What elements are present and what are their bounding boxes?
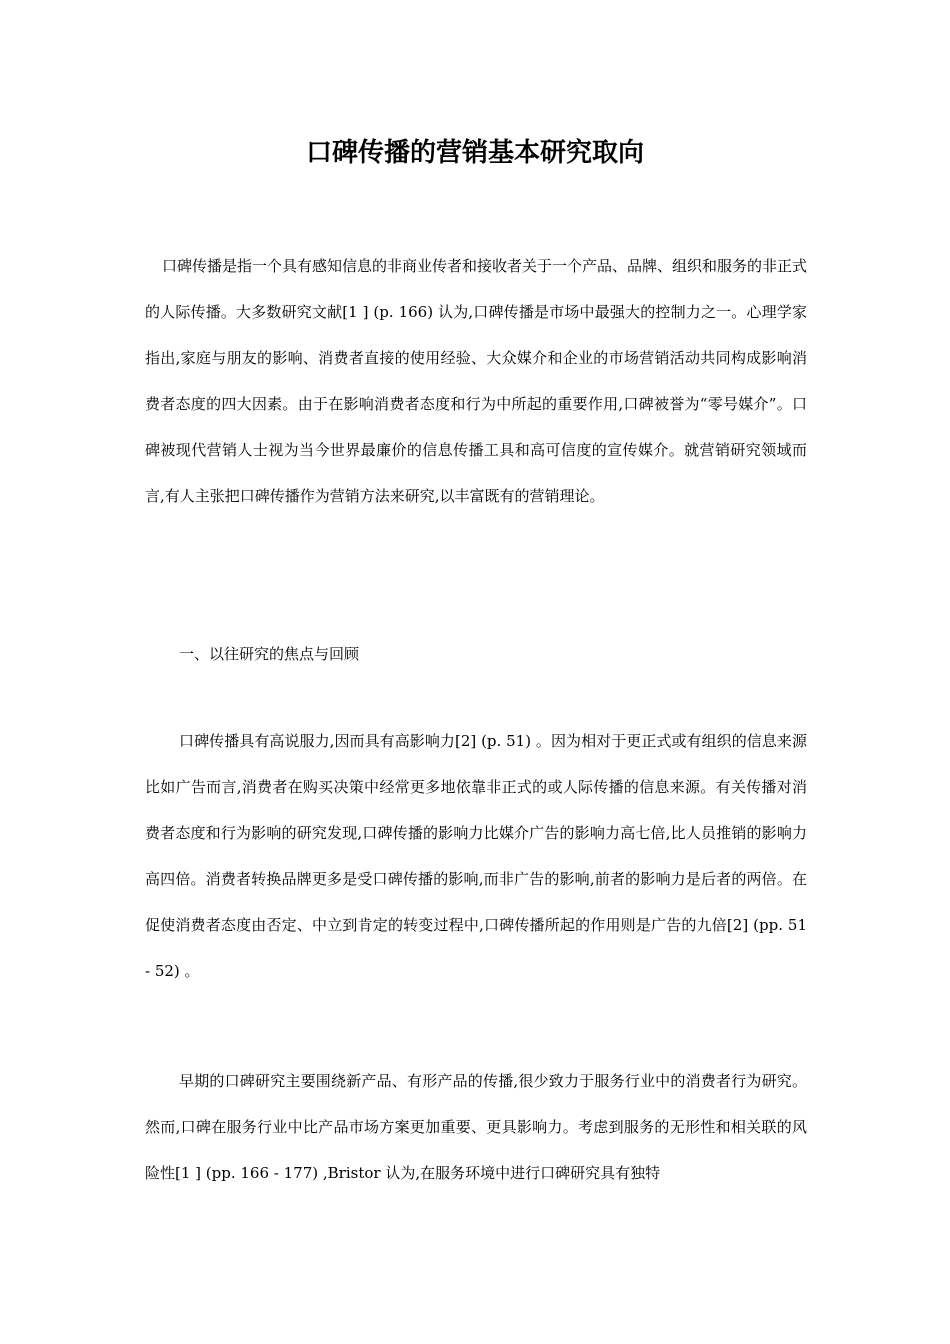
document-title: 口碑传播的营销基本研究取向 [305,138,644,168]
paragraph-early-research: 早期的口碑研究主要围绕新产品、有形产品的传播,很少致力于服务行业中的消费者行为研究。然而,口碑在服务行业中比产品市场方案更加重要、更具影响力。考虑到服务的无形性和相关联的风险性[1 ] (pp. 166 - 177) ,Bristor 认为,在服务环境中进行口碑研究具有独特 [145,1072,807,1182]
paragraph-intro: 口碑传播是指一个具有感知信息的非商业传者和接收者关于一个产品、品牌、组织和服务的非正式的人际传播。大多数研究文献[1 ] (p. 166) 认为,口碑传播是市场中最强大的控制力之一。心理学家指出,家庭与朋友的影响、消费者直接的使用经验、大众媒介和企业的市场营销活动共同构成影响消费者态度的四大因素。由于在影响消费者态度和行为中所起的重要作用,口碑被誉为“零号媒介”。口碑被现代营销人士视为当今世界最廉价的信息传播工具和高可信度的宣传媒介。就营销研究领域而言,有人主张把口碑传播作为营销方法来研究,以丰富既有的营销理论。 [145,257,808,505]
section-heading: 一、以往研究的焦点与回顾 [179,645,360,663]
paragraph-influence: 口碑传播具有高说服力,因而具有高影响力[2] (p. 51) 。因为相对于更正式或有组织的信息来源比如广告而言,消费者在购买决策中经常更多地依靠非正式的或人际传播的信息来源。有关传播对消费者态度和行为影响的研究发现,口碑传播的影响力比媒介广告的影响力高七倍,比人员推销的影响力高四倍。消费者转换品牌更多是受口碑传播的影响,而非广告的影响,前者的影响力是后者的两倍。在促使消费者态度由否定、中立到肯定的转变过程中,口碑传播所起的作用则是广告的九倍[2] (pp. 51 - 52) 。 [145,732,807,980]
